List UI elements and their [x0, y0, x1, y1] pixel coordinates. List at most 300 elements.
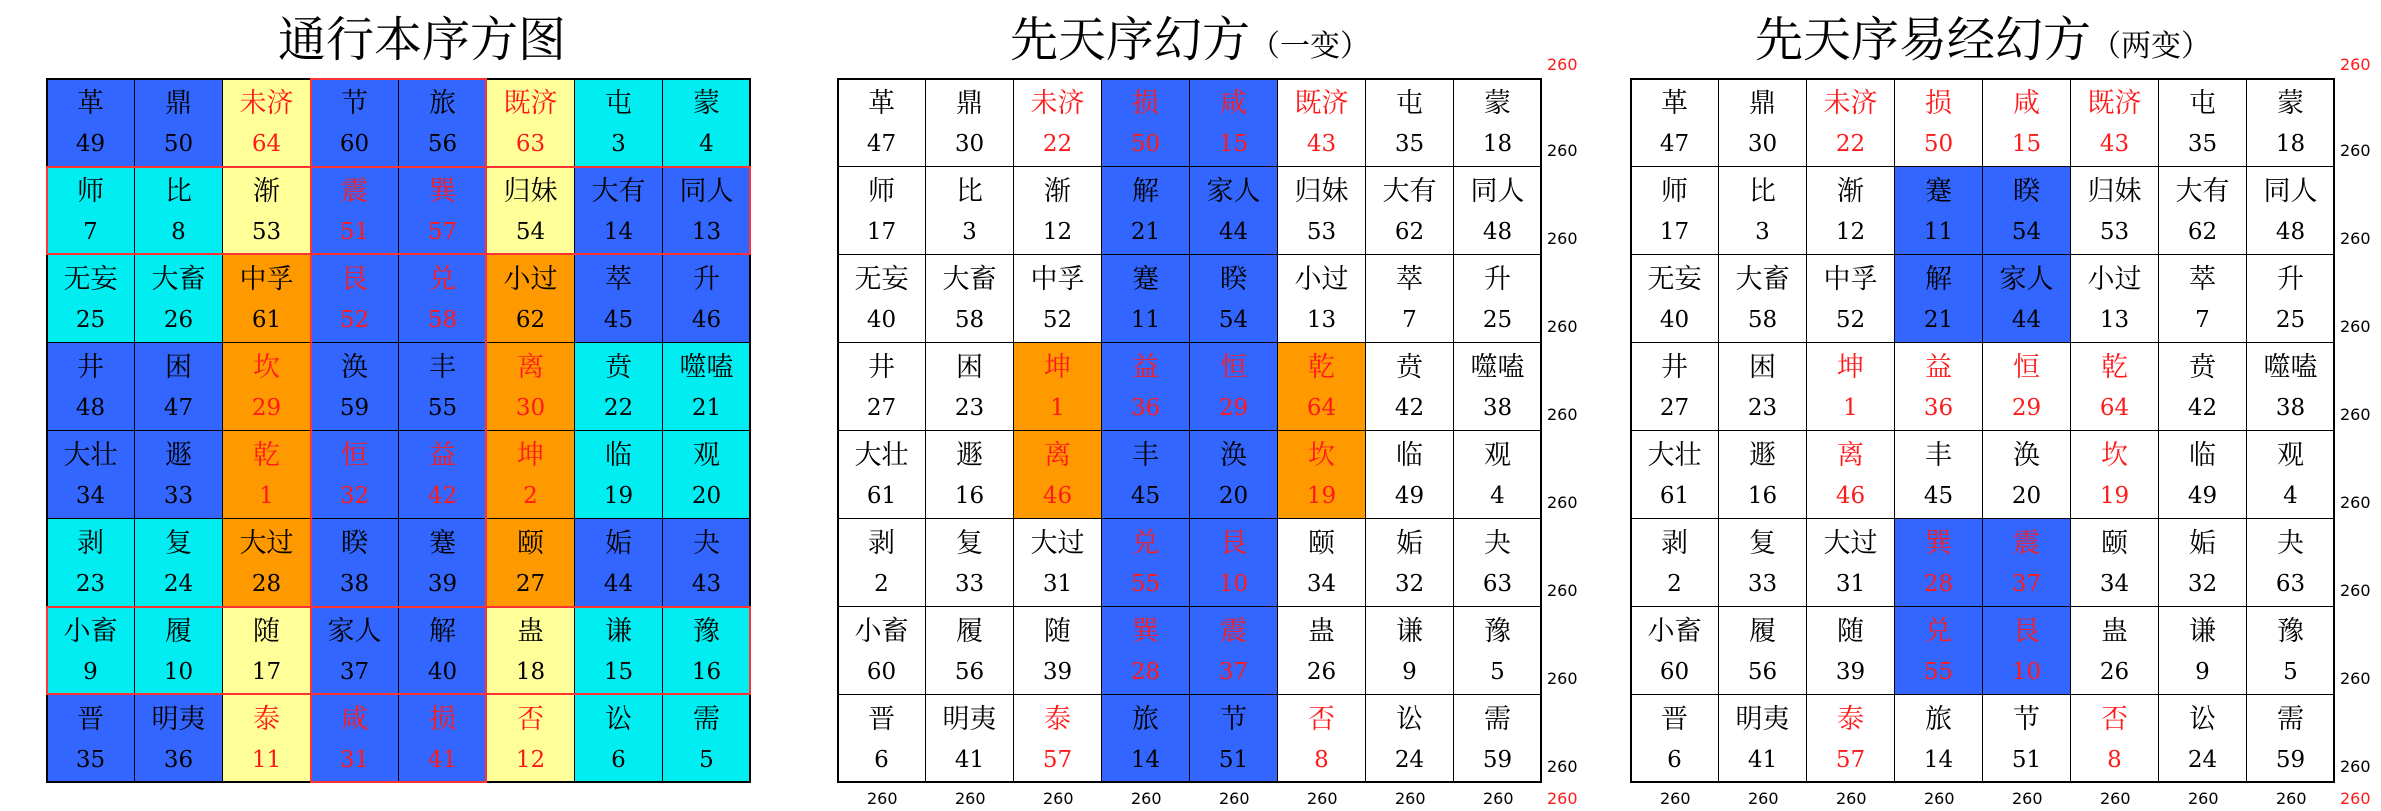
hexagram-number: 11	[251, 747, 282, 773]
hexagram-cell	[1718, 166, 1807, 255]
hexagram-name: 遯	[165, 440, 192, 471]
hexagram-number: 9	[1402, 659, 1417, 685]
hexagram-number: 17	[251, 659, 282, 685]
hexagram-name: 睽	[1220, 264, 1247, 295]
hexagram-number: 19	[2099, 483, 2130, 509]
hexagram-number: 24	[2187, 747, 2218, 773]
hexagram-name: 无妄	[63, 264, 118, 295]
hexagram-number: 38	[339, 571, 370, 597]
hexagram-name: 小畜	[63, 616, 118, 647]
hexagram-name: 井	[77, 352, 104, 383]
hexagram-name: 剥	[868, 528, 895, 559]
hexagram-cell	[1189, 694, 1278, 783]
hexagram-cell	[2246, 518, 2335, 607]
hexagram-cell	[925, 694, 1014, 783]
hexagram-number: 19	[1306, 483, 1337, 509]
hexagram-number: 27	[515, 571, 546, 597]
hexagram-cell	[662, 518, 751, 607]
hexagram-number: 41	[954, 747, 985, 773]
hexagram-name: 恒	[2013, 352, 2040, 383]
hexagram-cell	[222, 694, 311, 783]
hexagram-name: 夬	[693, 528, 720, 559]
column-sum-label: 260	[1219, 789, 1250, 808]
hexagram-name: 大畜	[151, 264, 206, 295]
hexagram-name: 观	[1484, 440, 1511, 471]
column-sum-label: 260	[1836, 789, 1867, 808]
hexagram-name: 贲	[1396, 352, 1423, 383]
hexagram-number: 49	[2187, 483, 2218, 509]
hexagram-number: 42	[427, 483, 458, 509]
hexagram-number: 62	[2187, 219, 2218, 245]
hexagram-name: 井	[868, 352, 895, 383]
hexagram-name: 升	[2277, 264, 2304, 295]
hexagram-number: 42	[2187, 395, 2218, 421]
hexagram-cell	[486, 166, 575, 255]
hexagram-name: 颐	[2101, 528, 2128, 559]
hexagram-number: 7	[2195, 307, 2210, 333]
hexagram-cell	[222, 254, 311, 343]
hexagram-name: 未济	[1823, 88, 1878, 119]
hexagram-number: 63	[2275, 571, 2306, 597]
hexagram-cell	[1189, 342, 1278, 431]
hexagram-cell	[837, 342, 926, 431]
hexagram-name: 讼	[1396, 704, 1423, 735]
row-sum-label: 260	[1547, 229, 1578, 248]
hexagram-name: 睽	[341, 528, 368, 559]
diagonal-sum-label: 260	[2340, 789, 2371, 808]
hexagram-name: 贲	[605, 352, 632, 383]
hexagram-cell	[1982, 78, 2071, 167]
hexagram-number: 3	[611, 131, 626, 157]
hexagram-number: 57	[1835, 747, 1866, 773]
hexagram-name: 夬	[1484, 528, 1511, 559]
row-sum-label: 260	[2340, 757, 2371, 776]
hexagram-cell	[1101, 254, 1190, 343]
hexagram-cell	[1982, 254, 2071, 343]
hexagram-number: 28	[1923, 571, 1954, 597]
hexagram-cell	[310, 694, 399, 783]
hexagram-cell	[1806, 342, 1895, 431]
hexagram-name: 同人	[679, 176, 734, 207]
hexagram-number: 31	[1835, 571, 1866, 597]
column-sum-label: 260	[1131, 789, 1162, 808]
hexagram-cell	[46, 606, 135, 695]
hexagram-cell	[398, 518, 487, 607]
hexagram-name: 归妹	[2087, 176, 2142, 207]
hexagram-cell	[1453, 430, 1542, 519]
hexagram-number: 61	[251, 307, 282, 333]
hexagram-name: 豫	[693, 616, 720, 647]
hexagram-number: 4	[1490, 483, 1505, 509]
hexagram-cell	[398, 342, 487, 431]
hexagram-cell	[2070, 166, 2159, 255]
hexagram-number: 43	[1306, 131, 1337, 157]
hexagram-name: 涣	[2013, 440, 2040, 471]
hexagram-name: 屯	[2189, 88, 2216, 119]
hexagram-cell	[1277, 342, 1366, 431]
title-sub: （两变）	[2091, 29, 2211, 64]
hexagram-name: 师	[1661, 176, 1688, 207]
hexagram-number: 64	[251, 131, 282, 157]
hexagram-number: 35	[2187, 131, 2218, 157]
hexagram-number: 54	[2011, 219, 2042, 245]
hexagram-name: 师	[868, 176, 895, 207]
hexagram-cell	[486, 694, 575, 783]
hexagram-cell	[310, 166, 399, 255]
hexagram-cell	[46, 694, 135, 783]
hexagram-number: 28	[251, 571, 282, 597]
hexagram-cell	[662, 606, 751, 695]
hexagram-name: 履	[165, 616, 192, 647]
hexagram-name: 遯	[956, 440, 983, 471]
hexagram-cell	[2070, 518, 2159, 607]
hexagram-name: 坤	[1837, 352, 1864, 383]
hexagram-name: 乾	[253, 440, 280, 471]
hexagram-number: 26	[2099, 659, 2130, 685]
hexagram-cell	[398, 78, 487, 167]
hexagram-cell	[837, 78, 926, 167]
hexagram-cell	[837, 694, 926, 783]
hexagram-number: 50	[1923, 131, 1954, 157]
hexagram-name: 革	[868, 88, 895, 119]
hexagram-number: 18	[1482, 131, 1513, 157]
hexagram-number: 20	[691, 483, 722, 509]
hexagram-cell	[1453, 518, 1542, 607]
hexagram-number: 45	[1130, 483, 1161, 509]
hexagram-name: 家人	[1999, 264, 2054, 295]
hexagram-cell	[662, 78, 751, 167]
hexagram-cell	[1189, 254, 1278, 343]
hexagram-name: 明夷	[151, 704, 206, 735]
hexagram-number: 44	[2011, 307, 2042, 333]
hexagram-cell	[1982, 342, 2071, 431]
hexagram-number: 31	[339, 747, 370, 773]
hexagram-name: 坎	[2101, 440, 2128, 471]
row-sum-label: 260	[1547, 757, 1578, 776]
hexagram-name: 履	[1749, 616, 1776, 647]
hexagram-cell	[2246, 694, 2335, 783]
hexagram-name: 噬嗑	[679, 352, 734, 383]
hexagram-number: 46	[691, 307, 722, 333]
hexagram-cell	[486, 606, 575, 695]
hexagram-name: 丰	[1925, 440, 1952, 471]
hexagram-name: 未济	[1030, 88, 1085, 119]
hexagram-name: 随	[1044, 616, 1071, 647]
hexagram-cell	[1277, 254, 1366, 343]
hexagram-cell	[134, 254, 223, 343]
hexagram-name: 大过	[1823, 528, 1878, 559]
hexagram-name: 谦	[2189, 616, 2216, 647]
hexagram-name: 临	[1396, 440, 1423, 471]
hexagram-name: 损	[1925, 88, 1952, 119]
hexagram-cell	[46, 342, 135, 431]
hexagram-cell	[134, 606, 223, 695]
hexagram-number: 12	[1042, 219, 1073, 245]
hexagram-number: 31	[1042, 571, 1073, 597]
hexagram-cell	[1365, 166, 1454, 255]
row-sum-label: 260	[2340, 317, 2371, 336]
hexagram-name: 蒙	[2277, 88, 2304, 119]
title-xiantian-magic-square-first-variation	[837, 0, 1543, 80]
hexagram-cell	[398, 166, 487, 255]
hexagram-number: 42	[1394, 395, 1425, 421]
hexagram-cell	[310, 606, 399, 695]
hexagram-cell	[1718, 518, 1807, 607]
hexagram-number: 9	[83, 659, 98, 685]
column-sum-label: 260	[2012, 789, 2043, 808]
hexagram-cell	[662, 254, 751, 343]
hexagram-number: 27	[1659, 395, 1690, 421]
hexagram-name: 离	[1837, 440, 1864, 471]
hexagram-cell	[1982, 166, 2071, 255]
hexagram-name: 晋	[1661, 704, 1688, 735]
hexagram-name: 萃	[1396, 264, 1423, 295]
hexagram-number: 37	[1218, 659, 1249, 685]
hexagram-cell	[1189, 166, 1278, 255]
hexagram-number: 49	[75, 131, 106, 157]
hexagram-number: 29	[1218, 395, 1249, 421]
hexagram-name: 需	[693, 704, 720, 735]
hexagram-cell	[134, 166, 223, 255]
hexagram-cell	[2158, 78, 2247, 167]
hexagram-name: 蛊	[517, 616, 544, 647]
hexagram-cell	[310, 430, 399, 519]
hexagram-cell	[1277, 78, 1366, 167]
hexagram-name: 姤	[605, 528, 632, 559]
hexagram-cell	[1630, 694, 1719, 783]
hexagram-name: 夬	[2277, 528, 2304, 559]
hexagram-name: 既济	[1294, 88, 1349, 119]
hexagram-name: 益	[1925, 352, 1952, 383]
hexagram-number: 16	[1747, 483, 1778, 509]
hexagram-number: 60	[866, 659, 897, 685]
hexagram-name: 大壮	[854, 440, 909, 471]
row-sum-label: 260	[2340, 405, 2371, 424]
hexagram-name: 中孚	[1823, 264, 1878, 295]
hexagram-name: 姤	[1396, 528, 1423, 559]
hexagram-number: 45	[603, 307, 634, 333]
hexagram-number: 44	[603, 571, 634, 597]
hexagram-number: 19	[603, 483, 634, 509]
hexagram-name: 旅	[1925, 704, 1952, 735]
row-sum-label: 260	[2340, 229, 2371, 248]
hexagram-number: 17	[1659, 219, 1690, 245]
row-sum-label: 260	[1547, 317, 1578, 336]
hexagram-number: 25	[2275, 307, 2306, 333]
hexagram-name: 困	[1749, 352, 1776, 383]
hexagram-cell	[662, 166, 751, 255]
hexagram-number: 56	[954, 659, 985, 685]
hexagram-number: 52	[339, 307, 370, 333]
hexagram-number: 54	[1218, 307, 1249, 333]
hexagram-cell	[662, 694, 751, 783]
hexagram-name: 艮	[341, 264, 368, 295]
hexagram-name: 泰	[1044, 704, 1071, 735]
hexagram-number: 8	[1314, 747, 1329, 773]
row-sum-label: 260	[1547, 405, 1578, 424]
hexagram-number: 14	[1923, 747, 1954, 773]
hexagram-number: 22	[1042, 131, 1073, 157]
hexagram-name: 复	[1749, 528, 1776, 559]
hexagram-cell	[222, 78, 311, 167]
hexagram-number: 53	[251, 219, 282, 245]
hexagram-number: 34	[2099, 571, 2130, 597]
hexagram-name: 益	[429, 440, 456, 471]
hexagram-cell	[1101, 518, 1190, 607]
hexagram-name: 节	[2013, 704, 2040, 735]
hexagram-name: 离	[517, 352, 544, 383]
hexagram-number: 47	[1659, 131, 1690, 157]
hexagram-cell	[837, 254, 926, 343]
hexagram-number: 6	[874, 747, 889, 773]
hexagram-name: 咸	[341, 704, 368, 735]
hexagram-cell	[1365, 606, 1454, 695]
hexagram-number: 50	[1130, 131, 1161, 157]
hexagram-number: 41	[1747, 747, 1778, 773]
hexagram-name: 恒	[1220, 352, 1247, 383]
hexagram-number: 39	[1042, 659, 1073, 685]
column-sum-label: 260	[1924, 789, 1955, 808]
hexagram-number: 36	[1923, 395, 1954, 421]
hexagram-name: 咸	[1220, 88, 1247, 119]
hexagram-number: 34	[1306, 571, 1337, 597]
hexagram-number: 8	[171, 219, 186, 245]
hexagram-name: 涣	[341, 352, 368, 383]
hexagram-cell	[310, 518, 399, 607]
hexagram-cell	[486, 342, 575, 431]
hexagram-number: 64	[2099, 395, 2130, 421]
hexagram-number: 53	[1306, 219, 1337, 245]
hexagram-cell	[222, 342, 311, 431]
hexagram-cell	[1013, 342, 1102, 431]
hexagram-number: 30	[515, 395, 546, 421]
hexagram-number: 46	[1835, 483, 1866, 509]
hexagram-name: 节	[1220, 704, 1247, 735]
hexagram-name: 兑	[1132, 528, 1159, 559]
hexagram-number: 37	[2011, 571, 2042, 597]
hexagram-number: 36	[1130, 395, 1161, 421]
hexagram-cell	[1277, 694, 1366, 783]
hexagram-name: 归妹	[1294, 176, 1349, 207]
hexagram-cell	[310, 254, 399, 343]
hexagram-number: 1	[259, 483, 274, 509]
hexagram-number: 59	[1482, 747, 1513, 773]
hexagram-number: 7	[1402, 307, 1417, 333]
hexagram-name: 艮	[1220, 528, 1247, 559]
hexagram-number: 45	[1923, 483, 1954, 509]
hexagram-number: 46	[1042, 483, 1073, 509]
hexagram-number: 63	[515, 131, 546, 157]
hexagram-name: 震	[341, 176, 368, 207]
hexagram-cell	[1013, 166, 1102, 255]
hexagram-cell	[837, 518, 926, 607]
hexagram-name: 恒	[341, 440, 368, 471]
hexagram-number: 11	[1923, 219, 1954, 245]
hexagram-number: 14	[1130, 747, 1161, 773]
hexagram-number: 28	[1130, 659, 1161, 685]
hexagram-name: 萃	[605, 264, 632, 295]
hexagram-cell	[574, 430, 663, 519]
hexagram-number: 62	[1394, 219, 1425, 245]
hexagram-cell	[1101, 78, 1190, 167]
hexagram-number: 29	[251, 395, 282, 421]
hexagram-cell	[1453, 342, 1542, 431]
hexagram-number: 14	[603, 219, 634, 245]
hexagram-number: 16	[691, 659, 722, 685]
column-sum-label: 260	[1660, 789, 1691, 808]
hexagram-cell	[310, 78, 399, 167]
hexagram-cell	[2158, 430, 2247, 519]
hexagram-name: 大壮	[63, 440, 118, 471]
hexagram-cell	[574, 342, 663, 431]
hexagram-number: 13	[2099, 307, 2130, 333]
hexagram-name: 比	[956, 176, 983, 207]
hexagram-cell	[1277, 518, 1366, 607]
hexagram-cell	[1894, 254, 1983, 343]
hexagram-number: 15	[603, 659, 634, 685]
hexagram-number: 49	[1394, 483, 1425, 509]
hexagram-cell	[222, 606, 311, 695]
hexagram-cell	[925, 430, 1014, 519]
hexagram-cell	[1894, 694, 1983, 783]
hexagram-cell	[1277, 166, 1366, 255]
hexagram-name: 乾	[1308, 352, 1335, 383]
hexagram-number: 40	[1659, 307, 1690, 333]
hexagram-number: 48	[1482, 219, 1513, 245]
hexagram-cell	[1718, 430, 1807, 519]
hexagram-number: 21	[691, 395, 722, 421]
hexagram-cell	[1277, 606, 1366, 695]
hexagram-number: 51	[1218, 747, 1249, 773]
hexagram-name: 明夷	[942, 704, 997, 735]
hexagram-number: 26	[1306, 659, 1337, 685]
hexagram-number: 5	[2283, 659, 2298, 685]
hexagram-cell	[398, 430, 487, 519]
hexagram-cell	[2070, 342, 2159, 431]
hexagram-name: 大有	[1382, 176, 1437, 207]
hexagram-name: 解	[429, 616, 456, 647]
hexagram-number: 10	[2011, 659, 2042, 685]
hexagram-number: 63	[1482, 571, 1513, 597]
column-sum-label: 260	[867, 789, 898, 808]
hexagram-name: 坤	[1044, 352, 1071, 383]
hexagram-cell	[1894, 606, 1983, 695]
hexagram-cell	[486, 430, 575, 519]
column-sum-label: 260	[1395, 789, 1426, 808]
hexagram-number: 21	[1923, 307, 1954, 333]
hexagram-cell	[486, 518, 575, 607]
hexagram-cell	[1013, 254, 1102, 343]
hexagram-cell	[925, 166, 1014, 255]
hexagram-cell	[1630, 78, 1719, 167]
column-sum-label: 260	[1748, 789, 1779, 808]
hexagram-name: 同人	[2263, 176, 2318, 207]
hexagram-cell	[925, 342, 1014, 431]
hexagram-cell	[1894, 518, 1983, 607]
hexagram-number: 60	[1659, 659, 1690, 685]
hexagram-number: 38	[2275, 395, 2306, 421]
hexagram-cell	[837, 166, 926, 255]
hexagram-number: 48	[2275, 219, 2306, 245]
hexagram-name: 蛊	[1308, 616, 1335, 647]
hexagram-number: 55	[1923, 659, 1954, 685]
hexagram-number: 21	[1130, 219, 1161, 245]
hexagram-number: 1	[1050, 395, 1065, 421]
row-sum-label: 260	[2340, 141, 2371, 160]
hexagram-cell	[1189, 78, 1278, 167]
hexagram-name: 革	[77, 88, 104, 119]
hexagram-name: 兑	[1925, 616, 1952, 647]
